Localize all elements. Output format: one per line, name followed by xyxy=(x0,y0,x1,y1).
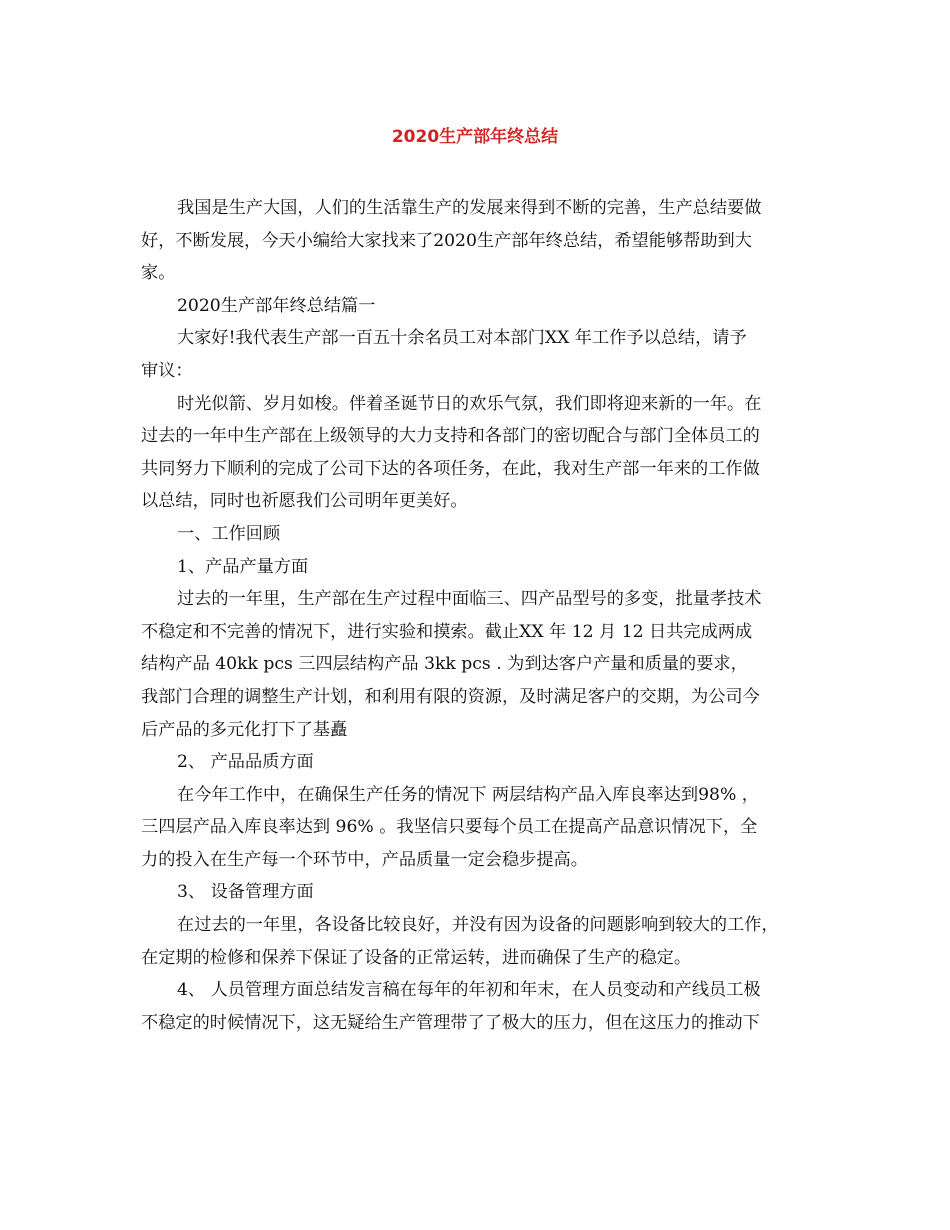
text-line: 大家好!我代表生产部一百五十余名员工对本部门XX 年工作予以总结，请予 xyxy=(177,328,747,349)
text-line: 力的投入在生产每一个环节中，产品质量一定会稳步提高。 xyxy=(141,849,588,870)
text-line: 以总结，同时也祈愿我们公司明年更美好。 xyxy=(141,491,468,512)
text-line: 在定期的检修和保养下保证了设备的正常运转，进而确保了生产的稳定。 xyxy=(141,947,692,968)
text-line: 家。 xyxy=(141,263,176,284)
text-line: 2、 产品品质方面 xyxy=(177,752,314,773)
text-line: 3、 设备管理方面 xyxy=(177,882,314,903)
text-line: 我国是生产大国，人们的生活靠生产的发展来得到不断的完善，生产总结要做 xyxy=(177,198,762,218)
text-line: 一、工作回顾 xyxy=(177,523,281,544)
text-line: 后产品的多元化打下了基矗 xyxy=(141,719,348,740)
text-line: 4、 人员管理方面总结发言稿在每年的年初和年末，在人员变动和产线员工极 xyxy=(177,980,761,1001)
text-line: 在过去的一年里，各设备比较良好，并没有因为设备的问题影响到较大的工作， xyxy=(177,915,779,936)
document-title: 2020生产部年终总结 xyxy=(391,127,559,147)
text-line: 1、产品产量方面 xyxy=(177,556,309,577)
text-line: 时光似箭、岁月如梭。伴着圣诞节日的欢乐气氛，我们即将迎来新的一年。在 xyxy=(177,393,762,414)
text-line: 共同努力下顺利的完成了公司下达的各项任务，在此，我对生产部一年来的工作做 xyxy=(141,458,760,479)
text-line: 我部门合理的调整生产计划，和利用有限的资源，及时满足客户的交期，为公司今 xyxy=(141,686,760,707)
text-line: 好，不断发展，今天小编给大家找来了2020生产部年终总结，希望能够帮助到大 xyxy=(141,230,752,251)
text-line: 2020生产部年终总结篇一 xyxy=(177,295,376,316)
text-line: 过去的一年中生产部在上级领导的大力支持和各部门的密切配合与部门全体员工的 xyxy=(141,426,760,447)
document-body xyxy=(141,192,813,1039)
text-line: 不稳定的时候情况下，这无疑给生产管理带了了极大的压力，但在这压力的推动下 xyxy=(141,1012,760,1033)
text-line: 不稳定和不完善的情况下，进行实验和摸索。截止XX 年 12 月 12 日共完成两成 xyxy=(141,621,753,642)
text-line: 过去的一年里，生产部在生产过程中面临三、四产品型号的多变，批量孝技术 xyxy=(177,589,762,610)
text-line: 审议： xyxy=(141,360,193,381)
text-line: 结构产品 40kk pcs 三四层结构产品 3kk pcs . 为到达客户产量和质量的要求， xyxy=(141,654,748,675)
text-line: 在今年工作中，在确保生产任务的情况下 两层结构产品入库良率达到98% ， xyxy=(177,784,759,805)
text-line: 三四层产品入库良率达到 96% 。我坚信只要每个员工在提高产品意识情况下，全 xyxy=(141,817,758,838)
